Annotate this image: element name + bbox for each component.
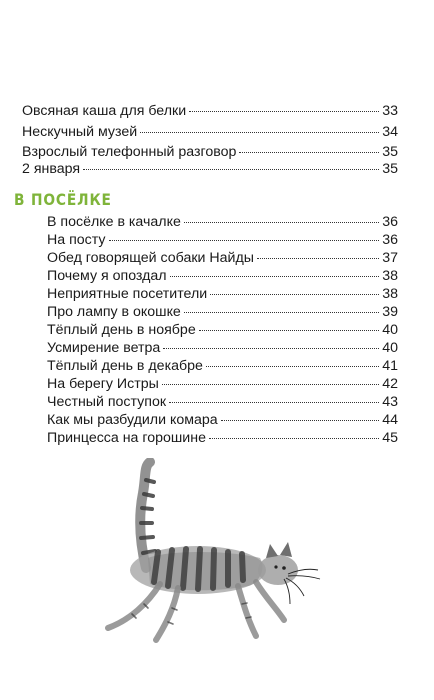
toc-entry-title: На берегу Истры	[47, 376, 159, 392]
toc-entry-page: 33	[382, 103, 398, 119]
toc-leader-dots	[109, 240, 380, 241]
toc-leader-dots	[162, 384, 379, 385]
toc-entry[interactable]	[22, 123, 398, 141]
toc-entry-page: 42	[382, 376, 398, 392]
toc-leader-dots	[83, 169, 379, 170]
cat-leg	[256, 582, 284, 620]
toc-entry-title: Как мы разбудили комара	[47, 412, 218, 428]
cat-leg	[108, 584, 160, 628]
toc-entry[interactable]	[47, 267, 398, 285]
toc-leader-dots	[257, 258, 379, 259]
cat-leg	[238, 586, 256, 636]
toc-entry-page: 44	[382, 412, 398, 428]
toc-entry[interactable]	[47, 429, 398, 447]
toc-entry-title: 2 января	[22, 161, 81, 177]
toc-entry[interactable]	[47, 393, 398, 411]
toc-entry-title: Неприятные посетители	[47, 286, 208, 302]
toc-entry[interactable]	[47, 357, 398, 375]
toc-entry-title: Овсяная каша для белки	[22, 103, 187, 119]
toc-leader-dots	[163, 348, 379, 349]
toc-leader-dots	[140, 132, 379, 133]
toc-entry-title: Тёплый день в декабре	[47, 358, 203, 374]
toc-entry-page: 34	[382, 124, 398, 140]
toc-leader-dots	[170, 276, 380, 277]
toc-entry-title: В посёлке в качалке	[47, 214, 181, 230]
toc-entry-page: 41	[382, 358, 398, 374]
toc-entry[interactable]	[47, 303, 398, 321]
toc-leader-dots	[239, 152, 379, 153]
toc-leader-dots	[199, 330, 380, 331]
toc-entry-title: Почему я опоздал	[47, 268, 167, 284]
toc-entry-page: 37	[382, 250, 398, 266]
toc-entry-page: 35	[382, 144, 398, 160]
toc-entry-title: На посту	[47, 232, 106, 248]
toc-entry-page: 39	[382, 304, 398, 320]
toc-leader-dots	[184, 312, 379, 313]
toc-leader-dots	[184, 222, 379, 223]
toc-entry[interactable]	[22, 160, 398, 178]
toc-entry[interactable]	[47, 411, 398, 429]
toc-entry-page: 43	[382, 394, 398, 410]
toc-entry-title: Принцесса на горошине	[47, 430, 206, 446]
cat-leg	[156, 588, 178, 640]
toc-entry-title: Про лампу в окошке	[47, 304, 181, 320]
cat-illustration	[88, 458, 328, 658]
toc-entry-title: Нескучный музей	[22, 124, 138, 140]
toc-entry-title: Тёплый день в ноябре	[47, 322, 196, 338]
toc-entry-page: 40	[382, 322, 398, 338]
toc-leader-dots	[209, 438, 379, 439]
toc-entry[interactable]	[47, 321, 398, 339]
toc-entry-title: Обед говорящей собаки Найды	[47, 250, 254, 266]
toc-leader-dots	[221, 420, 380, 421]
toc-entry-page: 45	[382, 430, 398, 446]
toc-entry-page: 40	[382, 340, 398, 356]
toc-entry-page: 35	[382, 161, 398, 177]
toc-entry[interactable]	[22, 102, 398, 120]
toc-leader-dots	[169, 402, 379, 403]
toc-entry[interactable]	[47, 339, 398, 357]
toc-leader-dots	[206, 366, 379, 367]
toc-entry-page: 38	[382, 268, 398, 284]
toc-entry-title: Взрослый телефонный разговор	[22, 144, 237, 160]
toc-entry[interactable]	[47, 375, 398, 393]
toc-leader-dots	[189, 111, 379, 112]
toc-entry[interactable]	[47, 285, 398, 303]
section-heading: В ПОСЁЛКЕ	[14, 190, 112, 209]
toc-leader-dots	[210, 294, 379, 295]
toc-entry[interactable]	[47, 231, 398, 249]
toc-entry-page: 36	[382, 214, 398, 230]
toc-entry-page: 38	[382, 286, 398, 302]
toc-entry-title: Усмирение ветра	[47, 340, 161, 356]
toc-entry-page: 36	[382, 232, 398, 248]
cat-head	[258, 555, 298, 585]
toc-entry[interactable]	[47, 249, 398, 267]
toc-entry[interactable]	[22, 143, 398, 161]
toc-entry[interactable]	[47, 213, 398, 231]
toc-entry-title: Честный поступок	[47, 394, 167, 410]
